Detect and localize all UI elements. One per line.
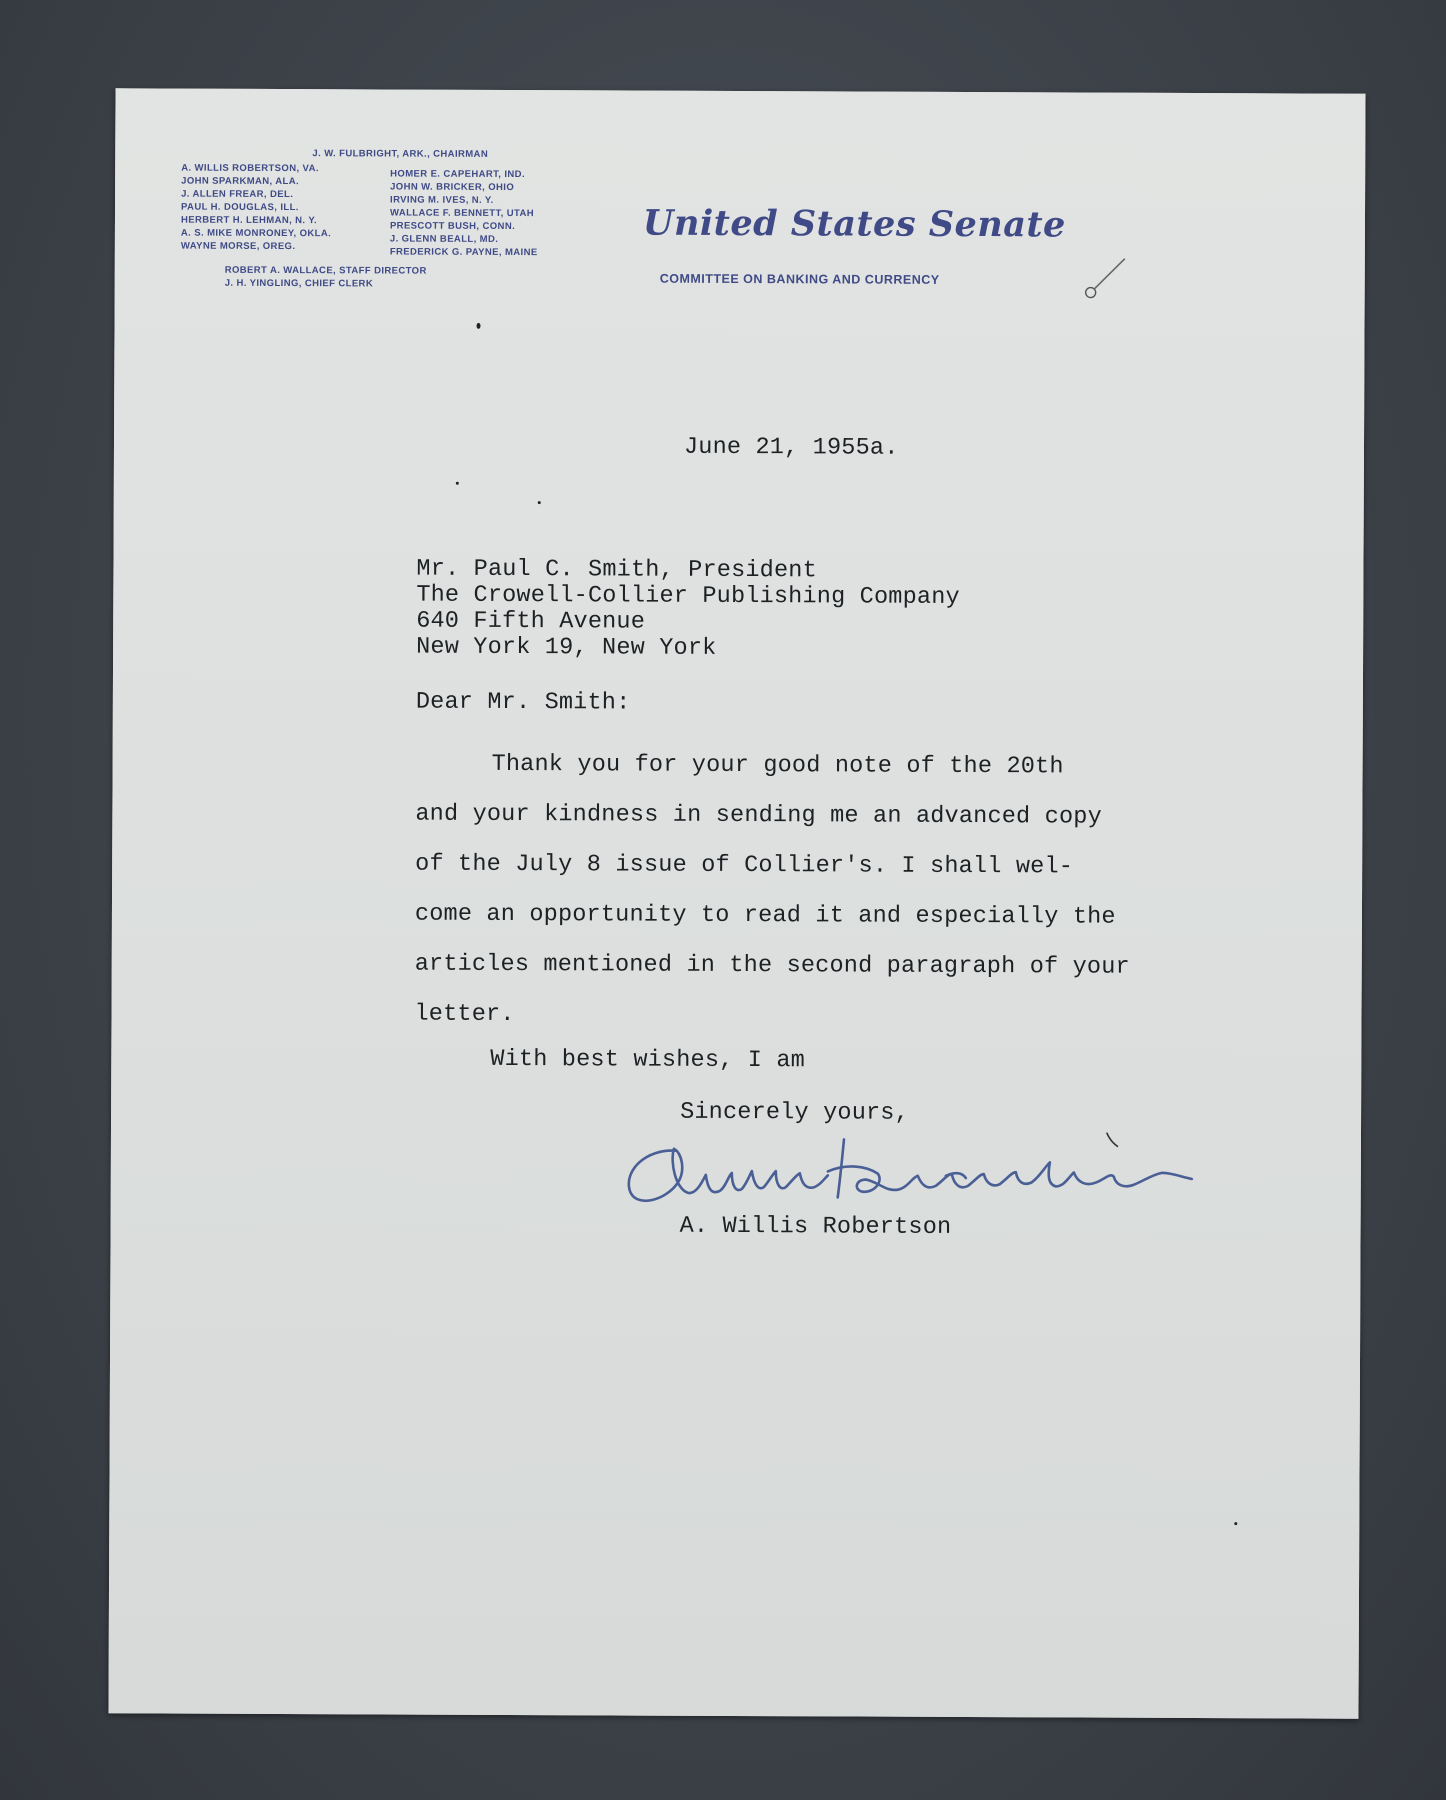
letter-page (108, 88, 1365, 1718)
signer-name: A. Willis Robertson (679, 1212, 952, 1241)
body-line: letter. (414, 1000, 515, 1029)
wishes-line: With best wishes, I am (490, 1045, 806, 1075)
letterhead-members-right (390, 167, 600, 259)
address-line: 640 Fifth Avenue (416, 607, 646, 636)
pencil-mark-icon (1077, 250, 1137, 310)
address-line: Mr. Paul C. Smith, President (416, 555, 817, 585)
chief-clerk: J. H. YINGLING, CHIEF CLERK (224, 277, 374, 290)
member-name: JOHN W. BRICKER, OHIO (390, 181, 515, 194)
member-name: HERBERT H. LEHMAN, N. Y. (180, 214, 318, 227)
body-line: come an opportunity to read it and especially the (414, 900, 1116, 931)
body-line: articles mentioned in the second paragraph of your (414, 950, 1130, 981)
letterhead-staff (225, 264, 495, 291)
body-line: and your kindness in sending me an advanced copy (415, 800, 1102, 831)
paper-speck (1234, 1522, 1237, 1525)
salutation: Dear Mr. Smith: (415, 688, 631, 717)
body-line: Thank you for your good note of the 20th (491, 750, 1064, 781)
closing: Sincerely yours, (680, 1098, 909, 1127)
letterhead-members-left (181, 162, 371, 254)
member-name: J. ALLEN FREAR, DEL. (181, 188, 294, 201)
letterhead-committee: COMMITTEE ON BANKING AND CURRENCY (659, 271, 940, 287)
paper-speck (456, 482, 459, 485)
member-name: HOMER E. CAPEHART, IND. (390, 168, 526, 181)
member-name: A. WILLIS ROBERTSON, VA. (181, 162, 319, 175)
letter-body (414, 740, 1130, 1043)
member-name: FREDERICK G. PAYNE, MAINE (389, 246, 538, 259)
staff-director: ROBERT A. WALLACE, STAFF DIRECTOR (224, 264, 427, 277)
address-line: The Crowell-Collier Publishing Company (416, 581, 960, 611)
member-name: IRVING M. IVES, N. Y. (390, 194, 494, 206)
member-name: WAYNE MORSE, OREG. (180, 240, 296, 253)
body-line: of the July 8 issue of Collier's. I shall wel- (415, 850, 1074, 881)
member-name: J. GLENN BEALL, MD. (389, 233, 499, 245)
paper-speck (538, 501, 541, 504)
member-name: PAUL H. DOUGLAS, ILL. (181, 201, 299, 214)
letterhead-chairman: J. W. FULBRIGHT, ARK., CHAIRMAN (312, 148, 489, 160)
member-name: WALLACE F. BENNETT, UTAH (389, 207, 535, 220)
letterhead-title: United States Senate (642, 202, 1066, 246)
member-name: PRESCOTT BUSH, CONN. (389, 220, 516, 233)
paper-speck (477, 323, 481, 329)
recipient-address (416, 557, 960, 663)
member-name: JOHN SPARKMAN, ALA. (181, 175, 300, 188)
member-name: A. S. MIKE MONRONEY, OKLA. (180, 227, 332, 240)
address-line: New York 19, New York (416, 633, 717, 662)
letter-date: June 21, 1955a. (683, 433, 899, 462)
